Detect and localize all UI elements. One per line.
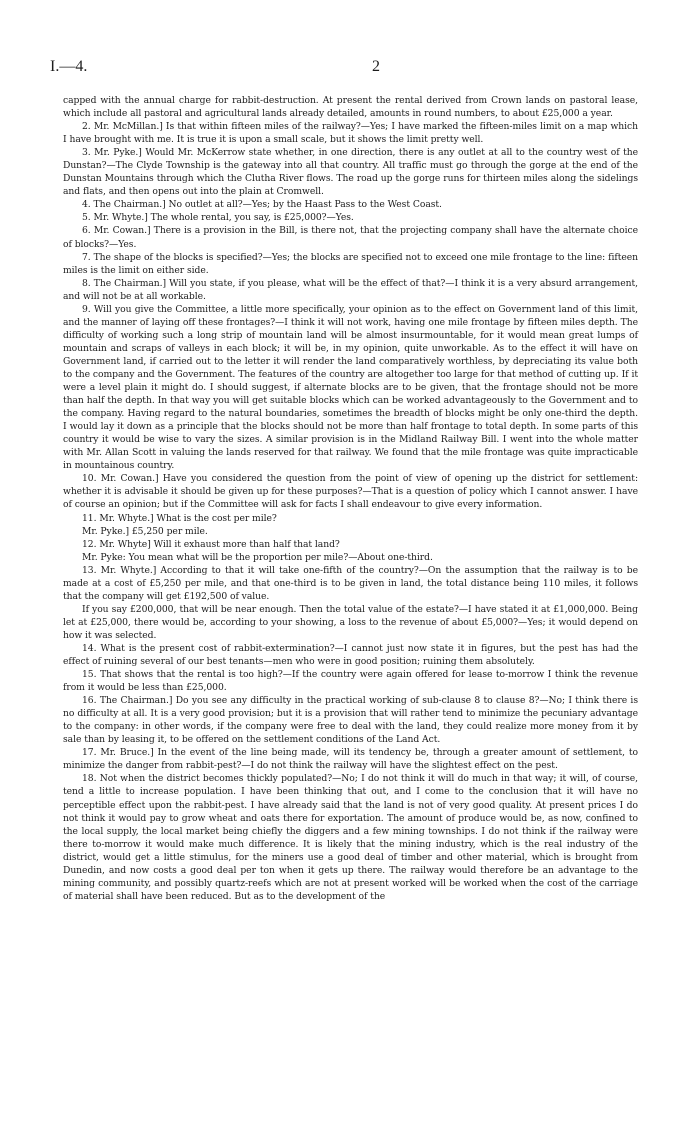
paragraph: 9. Will you give the Committee, a little more specifically, your opinion as to the effect on Government land of this limit, and the manner of laying off these frontages?—I think it will not work, having one mile frontage by fifteen miles depth. The difficulty of working such a long strip of mountain land will be almost insurmountable, for it would mean great lumps of mountain and scraps of valleys in each block; it will be, in my opinion, quite unworkable. As to the effect it will have on Government land, if carried out to the letter it will render the land comparatively worthless, by depreciating its value both to the company and the Government. The features of the country are altogether too large for that method of cutting up. If it were a level plain it might do. I should suggest, if alternate blocks are to be given, that the frontage should not be more than half the depth. In that way you will get suitable blocks which can be worked advantageously to the Government and to the company. Having regard to the natural boundaries, sometimes the breadth of blocks might be only one-third the depth. I would lay it down as a principle that the blocks should not be more than half frontage to total depth. In some parts of this country it would be wise to vary the sizes. A similar provision is in the Midland Railway Bill. I went into the whole matter with Mr. Allan Scott in valuing the lands reserved for that railway. We found that the mile frontage was quite impracticable in mountainous country.: [63, 303, 638, 472]
paragraph: 10. Mr. Cowan.] Have you considered the question from the point of view of opening up the district for settlement: whether it is advisable it should be given up for these purposes?—That is a question of policy which I cannot answer. I have of course an opinion; but if the Committee will ask for facts I shall endeavour to give every information.: [63, 473, 638, 511]
paragraph: 2. Mr. McMillan.] Is that within fifteen miles of the railway?—Yes; I have marked the fifteen-miles limit on a map which I have brought with me. It is true it is upon a small scale, but it shows the limit pretty well.: [63, 121, 638, 146]
paragraph: 6. Mr. Cowan.] There is a provision in the Bill, is there not, that the projecting company shall have the alternate choice of blocks?—Yes.: [63, 225, 638, 250]
paragraph: 14. What is the present cost of rabbit-extermination?—I cannot just now state it in figures, but the pest has had the effect of ruining several of our best tenants—men who were in good position; ruining them absolutely.: [63, 642, 638, 668]
paragraph: 8. The Chairman.] Will you state, if you please, what will be the effect of that?—I think it is a very absurd arrangement, and will not be at all workable.: [63, 277, 638, 302]
paragraph: 12. Mr. Whyte] Will it exhaust more than half that land?: [82, 538, 340, 550]
page-number: 2: [372, 58, 380, 75]
page-header: [50, 58, 650, 80]
paragraph: 13. Mr. Whyte.] According to that it will take one-fifth of the country?—On the assumption that the railway is to be made at a cost of £5,250 per mile, and that one-third is to be given in land, the total distance being 110 miles, it follows that the company will get £192,500 of value.: [63, 564, 638, 602]
paragraph: 16. The Chairman.] Do you see any difficulty in the practical working of sub-clause 8 to clause 8?—No; I think there is no difficulty at all. It is a very good provision; but it is a provision that will rather tend to minimize the pecuniary advantage to the company: in other words, if the company were free to deal with the land, they could realize more money from it by sale than by leasing it, to be offered on the settlement conditions of the Land Act.: [63, 695, 638, 746]
paragraph: 5. Mr. Whyte.] The whole rental, you say, is £25,000?—Yes.: [82, 212, 354, 224]
paragraph: If you say £200,000, that will be near enough. Then the total value of the estate?—I have stated it at £1,000,000. Being let at £25,000, there would be, according to your showing, a loss to the revenue of about £5,000?—Yes; it would depend on how it was selected.: [63, 603, 638, 641]
paragraph: Mr. Pyke.] £5,250 per mile.: [82, 525, 208, 537]
paragraph: 18. Not when the district becomes thickly populated?—No; I do not think it will do much in that way; it will, of course, tend a little to increase population. I have been thinking that out, and I come to the conclusion that it will have no perceptible effect upon the rabbit-pest. I have already said that the land is not of very good quality. At present prices I do not think it would pay to grow wheat and oats there for exportation. The amount of produce would be, as now, confined to the local supply, the local market being chiefly the diggers and a few mining townships. I do not think if the railway were there to-morrow it would make much difference. It is likely that the mining industry, which is the real industry of the district, would get a little stimulus, for the miners use a good deal of timber and other material, which is brought from Dunedin, and now costs a good deal per ton when it gets up there. The railway would therefore be an advantage to the mining community, and possibly quartz-reefs which are not at present worked will be worked when the cost of the carriage of material shall have been reduced. But as to the development of the: [63, 773, 638, 902]
document-reference: I.—4.: [50, 58, 88, 75]
paragraph: 17. Mr. Bruce.] In the event of the line being made, will its tendency be, through a greater amount of settlement, to minimize the danger from rabbit-pest?—I do not think the railway will have the slightest effect on the pest.: [63, 747, 638, 772]
paragraph: 4. The Chairman.] No outlet at all?—Yes; by the Haast Pass to the West Coast.: [82, 199, 442, 211]
paragraph: 7. The shape of the blocks is specified?—Yes; the blocks are specified not to exceed one mile frontage to the line: fifteen miles is the limit on either side.: [63, 251, 638, 276]
paragraph: Mr. Pyke: You mean what will be the proportion per mile?—About one-third.: [82, 551, 433, 563]
paragraph: 11. Mr. Whyte.] What is the cost per mile?: [82, 512, 277, 524]
paragraph: 3. Mr. Pyke.] Would Mr. McKerrow state whether, in one direction, there is any outlet at all to the country west of the Dunstan?—The Clyde Township is the gateway into all that country. All traffic must go through the gorge at the end of the Dunstan Mountains through which the Clutha River flows. The road up the gorge runs for thirteen miles along the sidelings and flats, and then opens out into the plain at Cromwell.: [63, 147, 638, 198]
paragraph: capped with the annual charge for rabbit-destruction. At present the rental derived from Crown lands on pastoral lease, which include all pastoral and agricultural lands already detailed, amounts in round numbers, to about £25,000 a year.: [63, 95, 638, 120]
paragraph: 15. That shows that the rental is too high?—If the country were again offered for lease to-morrow I think the revenue from it would be less than £25,000.: [63, 669, 638, 694]
evidence-body: [63, 94, 638, 903]
